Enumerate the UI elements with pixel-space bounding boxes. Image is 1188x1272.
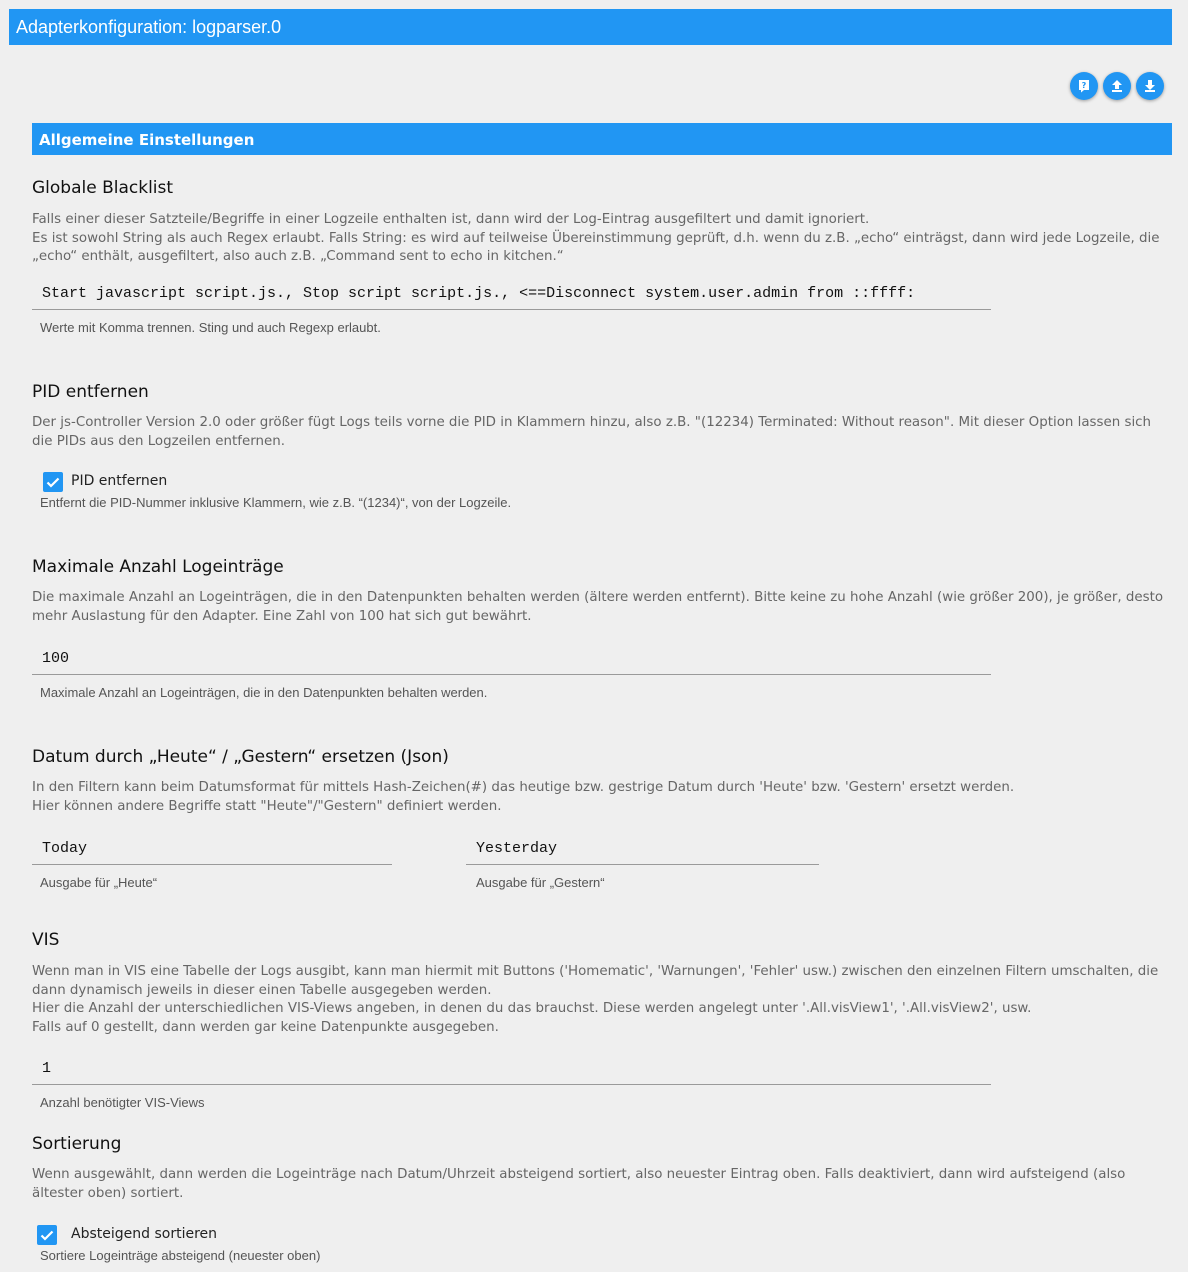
help-button[interactable] — [1070, 72, 1098, 100]
vis-desc-line3: Falls auf 0 gestellt, dann werden gar keine Datenpunkte ausgegeben. — [32, 1019, 499, 1035]
maxentries-heading: Maximale Anzahl Logeinträge — [32, 557, 284, 577]
download-icon — [1142, 78, 1158, 94]
maxentries-helper: Maximale Anzahl an Logeinträgen, die in den Datenpunkten behalten werden. — [40, 685, 488, 700]
today-field[interactable] — [32, 833, 392, 865]
sort-heading: Sortierung — [32, 1134, 122, 1154]
vis-helper: Anzahl benötigter VIS-Views — [40, 1095, 205, 1110]
vis-description — [32, 963, 1172, 1037]
svg-text:?: ? — [1081, 81, 1087, 90]
pid-checkbox-label[interactable]: PID entfernen — [71, 473, 168, 489]
yesterday-helper: Ausgabe für „Gestern“ — [476, 875, 605, 890]
pid-checkbox[interactable] — [43, 472, 63, 492]
blacklist-description — [32, 211, 1172, 267]
vis-heading: VIS — [32, 930, 60, 950]
sort-checkbox[interactable] — [37, 1225, 57, 1245]
maxentries-description: Die maximale Anzahl an Logeinträgen, die in den Datenpunkten behalten werden (ältere werden entfernt). Bitte keine zu hohe Anzahl (wie größer 200), je größer, desto mehr Auslastung für den Adapter. Eine Zahl von 100 hat sich gut bewährt. — [32, 590, 1164, 624]
blacklist-field[interactable] — [32, 278, 991, 310]
pid-heading: PID entfernen — [32, 382, 149, 402]
vis-desc-line1: Wenn man in VIS eine Tabelle der Logs ausgibt, kann man hiermit mit Buttons ('Homematic', 'Warnungen', 'Fehler' usw.) zwischen den einzelnen Filtern umschalten, die dann dynamisch jeweils in dieser einen Tabelle ausgegeben werden. — [32, 964, 1159, 998]
upload-button[interactable] — [1103, 72, 1131, 100]
check-icon — [45, 474, 61, 490]
download-button[interactable] — [1136, 72, 1164, 100]
pid-description: Der js-Controller Version 2.0 oder größer fügt Logs teils vorne die PID in Klammern hinzu, also z.B. "(12234) Terminated: Without reason". Mit dieser Option lassen sich die PIDs aus den Logzeilen entfernen. — [32, 415, 1152, 449]
today-helper: Ausgabe für „Heute“ — [40, 875, 158, 890]
maxentries-input[interactable] — [32, 643, 991, 674]
sort-helper: Sortiere Logeinträge absteigend (neuester oben) — [40, 1248, 321, 1263]
today-input[interactable] — [32, 833, 392, 864]
datereplace-desc-line2: Hier können andere Begriffe statt "Heute"/"Gestern" definiert werden. — [32, 798, 502, 814]
yesterday-field[interactable] — [466, 833, 819, 865]
pid-helper: Entfernt die PID-Nummer inklusive Klammern, wie z.B. “(1234)“, von der Logzeile. — [40, 495, 512, 510]
blacklist-input[interactable] — [32, 278, 991, 309]
datereplace-description — [32, 779, 1172, 816]
blacklist-desc-line2: Es ist sowohl String als auch Regex erlaubt. Falls String: es wird auf teilweise Übereinstimmung geprüft, d.h. wenn du z.B. „echo“ einträgst, dann wird jede Logzeile, die „echo“ enthält, ausgefiltert, also auch z.B. „Command sent to echo in kitchen.“ — [32, 230, 1160, 264]
top-actions — [1070, 72, 1164, 100]
section-header: Allgemeine Einstellungen — [32, 123, 1172, 155]
upload-icon — [1109, 78, 1125, 94]
help-book-icon — [1076, 78, 1092, 94]
blacklist-heading: Globale Blacklist — [32, 178, 174, 198]
vis-field[interactable] — [32, 1053, 991, 1085]
yesterday-input[interactable] — [466, 833, 819, 864]
sort-checkbox-label[interactable]: Absteigend sortieren — [71, 1226, 218, 1242]
window-title: Adapterkonfiguration: logparser.0 — [9, 9, 1172, 45]
blacklist-helper: Werte mit Komma trennen. Sting und auch Regexp erlaubt. — [40, 320, 381, 335]
sort-description: Wenn ausgewählt, dann werden die Logeinträge nach Datum/Uhrzeit absteigend sortiert, also neuester Eintrag oben. Falls deaktiviert, dann wird aufsteigend (also ältester oben) sortiert. — [32, 1167, 1126, 1201]
datereplace-desc-line1: In den Filtern kann beim Datumsformat für mittels Hash-Zeichen(#) das heutige bzw. gestrige Datum durch 'Heute' bzw. 'Gestern' ersetzt werden. — [32, 780, 1015, 795]
maxentries-field[interactable] — [32, 643, 991, 675]
vis-input[interactable] — [32, 1053, 991, 1084]
check-icon — [39, 1227, 55, 1243]
vis-desc-line2: Hier die Anzahl der unterschiedlichen VIS-Views angeben, in denen du das brauchst. Diese werden angelegt unter '.All.visView1', '.All.visView2', usw. — [32, 1001, 1032, 1016]
datereplace-heading: Datum durch „Heute“ / „Gestern“ ersetzen (Json) — [32, 747, 449, 767]
blacklist-desc-line1: Falls einer dieser Satzteile/Begriffe in einer Logzeile enthalten ist, dann wird der Log-Eintrag ausgefiltert und damit ignoriert. — [32, 212, 870, 227]
